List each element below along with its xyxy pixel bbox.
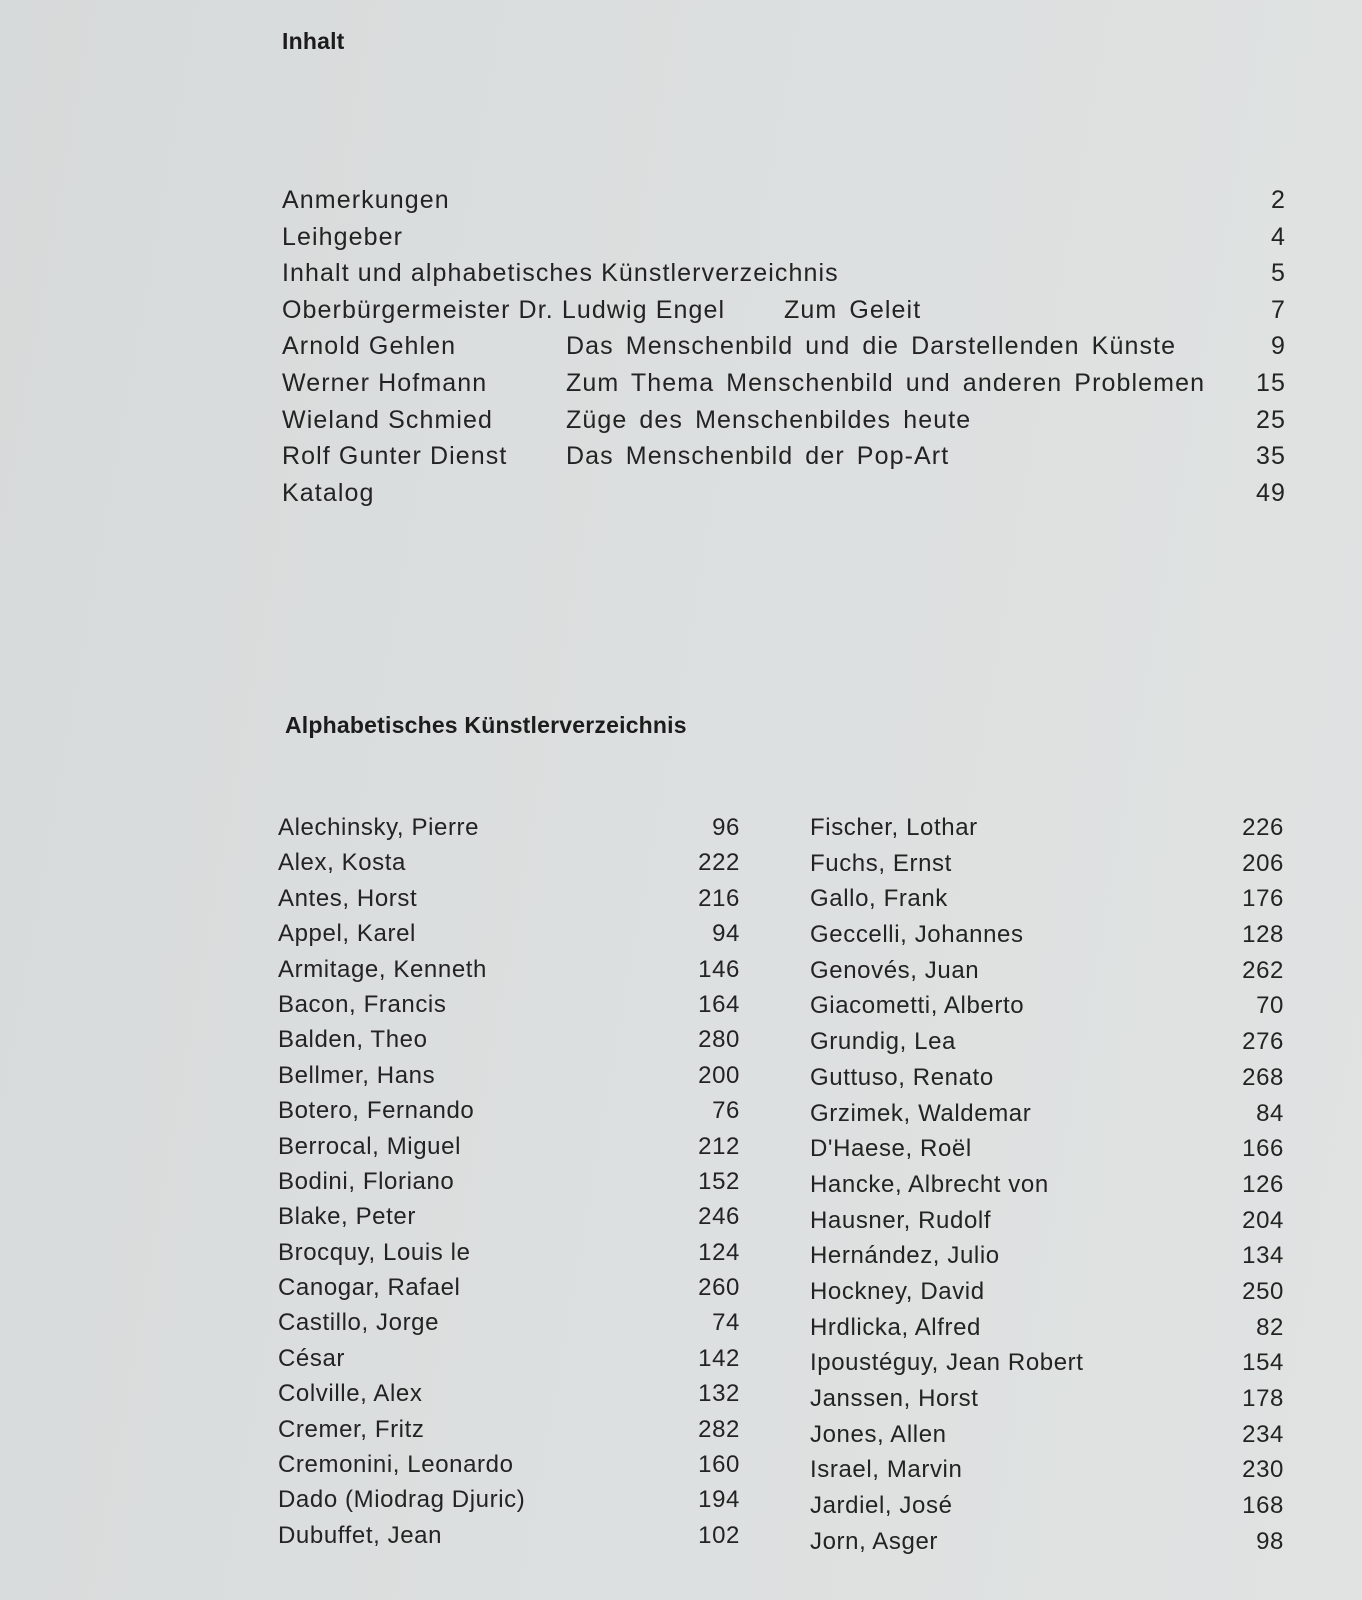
toc-entry (282, 223, 1286, 260)
artist-name: Blake, Peter (278, 1203, 416, 1231)
artist-page-number: 74 (712, 1309, 740, 1337)
table-of-contents (282, 186, 1286, 515)
toc-entry-author: Werner Hofmann (282, 368, 488, 397)
artist-name: Bellmer, Hans (278, 1061, 436, 1089)
toc-entry-author: Oberbürgermeister Dr. Ludwig Engel (282, 295, 726, 324)
artist-name: Grzimek, Waldemar (810, 1099, 1032, 1127)
toc-entry-author: Inhalt und alphabetisches Künstlerverzeichnis (282, 259, 839, 288)
artist-index-entry (810, 814, 1284, 850)
artist-name: Alechinsky, Pierre (278, 814, 480, 841)
artist-index-entry (810, 1278, 1284, 1314)
artist-name: Fischer, Lothar (810, 814, 978, 841)
artist-page-number: 280 (698, 1026, 740, 1054)
toc-entry-author: Anmerkungen (282, 186, 450, 214)
artist-page-number: 222 (698, 849, 740, 877)
toc-entry-title: Das Menschenbild der Pop-Art (566, 442, 950, 471)
artist-name: Castillo, Jorge (278, 1309, 440, 1337)
artist-page-number: 94 (712, 920, 740, 948)
artist-index-entry (810, 1528, 1284, 1564)
artist-name: Armitage, Kenneth (278, 955, 487, 983)
toc-entry-title: Züge des Menschenbildes heute (566, 405, 972, 434)
artist-index-entry (278, 1486, 740, 1521)
artist-name: Hausner, Rudolf (810, 1206, 992, 1234)
toc-entry-page-number: 9 (1270, 332, 1286, 361)
toc-entry-author: Wieland Schmied (282, 405, 494, 434)
artist-index-entry (278, 1133, 740, 1168)
artist-index-entry (278, 1451, 740, 1486)
artist-name: Giacometti, Alberto (810, 992, 1025, 1020)
artist-index-entry (278, 849, 740, 884)
artist-index-entry (810, 957, 1284, 993)
artist-index-entry (278, 1309, 740, 1344)
artist-page-number: 166 (1242, 1135, 1284, 1163)
artist-page-number: 176 (1242, 885, 1284, 913)
artist-index-entry (810, 1207, 1284, 1243)
artist-page-number: 168 (1242, 1492, 1284, 1520)
artist-page-number: 142 (698, 1344, 740, 1372)
artist-name: Appel, Karel (278, 920, 416, 948)
artist-index-entry (810, 1100, 1284, 1136)
artist-page-number: 230 (1242, 1456, 1284, 1484)
toc-entry (282, 296, 1286, 333)
artist-page-number: 200 (698, 1061, 740, 1089)
artist-name: César (278, 1344, 346, 1372)
artist-page-number: 82 (1256, 1313, 1284, 1341)
artist-index-entry (810, 1135, 1284, 1171)
artist-index-entry (278, 1274, 740, 1309)
artist-page-number: 164 (698, 990, 740, 1018)
artist-index-entry (810, 1385, 1284, 1421)
artist-page-number: 70 (1256, 992, 1284, 1020)
artist-page-number: 204 (1242, 1206, 1284, 1234)
artist-index-left-column (278, 814, 740, 1557)
artist-page-number: 160 (698, 1451, 740, 1479)
artist-index-entry (278, 1345, 740, 1380)
toc-entry-author: Katalog (282, 478, 375, 507)
toc-entry-page-number: 15 (1255, 368, 1286, 397)
toc-entry-author: Leihgeber (282, 222, 404, 251)
artist-index-entry (810, 1421, 1284, 1457)
artist-index-entry (278, 814, 740, 849)
artist-page-number: 132 (698, 1380, 740, 1408)
artist-page-number: 98 (1256, 1527, 1284, 1555)
artist-name: Colville, Alex (278, 1380, 423, 1408)
artist-name: Dado (Miodrag Djuric) (278, 1486, 526, 1514)
contents-heading: Inhalt (282, 28, 345, 54)
artist-index-entry (278, 920, 740, 955)
toc-entry-page-number: 35 (1255, 442, 1286, 471)
artist-index-entry (810, 1171, 1284, 1207)
artist-page-number: 96 (712, 814, 740, 841)
toc-entry (282, 259, 1286, 296)
toc-entry-title: Das Menschenbild und die Darstellenden Künste (566, 332, 1177, 361)
toc-entry-author: Rolf Gunter Dienst (282, 442, 508, 471)
artist-page-number: 234 (1242, 1420, 1284, 1448)
artist-page-number: 128 (1242, 921, 1284, 949)
artist-page-number: 134 (1242, 1242, 1284, 1270)
artist-index-entry (810, 885, 1284, 921)
toc-entry (282, 442, 1286, 479)
artist-page-number: 216 (698, 884, 740, 912)
artist-page-number: 178 (1242, 1385, 1284, 1412)
artist-index-entry (278, 1168, 740, 1203)
toc-entry (282, 186, 1286, 223)
artist-name: Berrocal, Miguel (278, 1132, 462, 1160)
artist-page-number: 226 (1242, 814, 1284, 841)
toc-entry (282, 369, 1286, 406)
artist-name: Cremer, Fritz (278, 1415, 425, 1443)
artist-page-number: 282 (698, 1415, 740, 1443)
artist-page-number: 84 (1256, 1099, 1284, 1127)
artist-index-entry (278, 1097, 740, 1132)
artist-page-number: 260 (698, 1274, 740, 1302)
artist-page-number: 146 (698, 955, 740, 983)
artist-page-number: 246 (698, 1203, 740, 1231)
artist-name: Bacon, Francis (278, 990, 447, 1018)
toc-entry-page-number: 4 (1270, 222, 1286, 251)
artist-name: Hancke, Albrecht von (810, 1170, 1049, 1198)
artist-index-right-column (810, 814, 1284, 1563)
artist-index-entry (278, 1380, 740, 1415)
artist-index-entry (278, 1026, 740, 1061)
artist-name: Dubuffet, Jean (278, 1521, 443, 1549)
artist-name: Genovés, Juan (810, 956, 980, 984)
toc-entry (282, 406, 1286, 443)
artist-index-entry (278, 1203, 740, 1238)
artist-index-entry (810, 1492, 1284, 1528)
artist-index-heading: Alphabetisches Künstlerverzeichnis (285, 712, 687, 738)
artist-page-number: 276 (1242, 1028, 1284, 1056)
artist-index-entry (278, 1522, 740, 1557)
artist-name: Israel, Marvin (810, 1456, 963, 1484)
artist-page-number: 206 (1242, 849, 1284, 877)
artist-index-entry (810, 1456, 1284, 1492)
artist-page-number: 250 (1242, 1277, 1284, 1305)
artist-index-entry (278, 956, 740, 991)
artist-name: Jones, Allen (810, 1420, 947, 1448)
toc-entry-page-number: 25 (1255, 405, 1286, 434)
artist-name: Hockney, David (810, 1277, 985, 1305)
toc-entry-page-number: 49 (1255, 478, 1286, 507)
artist-index-entry (278, 1416, 740, 1451)
toc-entry-author: Arnold Gehlen (282, 332, 457, 361)
artist-name: D'Haese, Roël (810, 1135, 972, 1163)
artist-name: Janssen, Horst (810, 1385, 979, 1412)
artist-page-number: 154 (1242, 1349, 1284, 1377)
artist-name: Brocquy, Louis le (278, 1238, 471, 1266)
artist-name: Cremonini, Leonardo (278, 1451, 514, 1479)
artist-name: Jardiel, José (810, 1492, 953, 1520)
artist-name: Botero, Fernando (278, 1097, 475, 1125)
toc-entry (282, 332, 1286, 369)
artist-index-entry (810, 1349, 1284, 1385)
artist-name: Geccelli, Johannes (810, 921, 1024, 949)
artist-page-number: 76 (712, 1097, 740, 1125)
artist-page-number: 152 (698, 1167, 740, 1195)
artist-index-entry (810, 1242, 1284, 1278)
artist-page-number: 124 (698, 1238, 740, 1266)
toc-entry-title: Zum Thema Menschenbild und anderen Problemen (566, 368, 1206, 397)
toc-entry-page-number: 7 (1270, 295, 1286, 324)
artist-index-entry (810, 992, 1284, 1028)
artist-name: Canogar, Rafael (278, 1274, 461, 1302)
artist-index-entry (810, 1064, 1284, 1100)
artist-index-entry (810, 921, 1284, 957)
artist-index-entry (278, 1239, 740, 1274)
artist-index-entry (278, 1062, 740, 1097)
artist-page-number: 102 (698, 1521, 740, 1549)
artist-name: Jorn, Asger (810, 1527, 938, 1555)
artist-page-number: 262 (1242, 956, 1284, 984)
artist-name: Bodini, Floriano (278, 1167, 455, 1195)
artist-index-entry (810, 850, 1284, 886)
artist-name: Balden, Theo (278, 1026, 428, 1054)
artist-page-number: 212 (698, 1132, 740, 1160)
artist-name: Hernández, Julio (810, 1242, 1000, 1270)
toc-entry-page-number: 2 (1270, 186, 1286, 214)
artist-index-entry (278, 885, 740, 920)
artist-name: Grundig, Lea (810, 1028, 956, 1056)
artist-name: Hrdlicka, Alfred (810, 1313, 981, 1341)
toc-entry-page-number: 5 (1270, 259, 1286, 288)
artist-page-number: 194 (698, 1486, 740, 1514)
artist-page-number: 126 (1242, 1170, 1284, 1198)
artist-index-entry (810, 1028, 1284, 1064)
artist-index-entry (278, 991, 740, 1026)
artist-name: Antes, Horst (278, 884, 418, 912)
artist-name: Gallo, Frank (810, 885, 948, 913)
toc-entry-title: Zum Geleit (784, 295, 922, 324)
artist-name: Alex, Kosta (278, 849, 406, 877)
artist-page-number: 268 (1242, 1063, 1284, 1091)
artist-index-entry (810, 1314, 1284, 1350)
artist-name: Ipoustéguy, Jean Robert (810, 1349, 1084, 1377)
toc-entry (282, 479, 1286, 516)
artist-name: Fuchs, Ernst (810, 849, 952, 877)
artist-name: Guttuso, Renato (810, 1063, 994, 1091)
